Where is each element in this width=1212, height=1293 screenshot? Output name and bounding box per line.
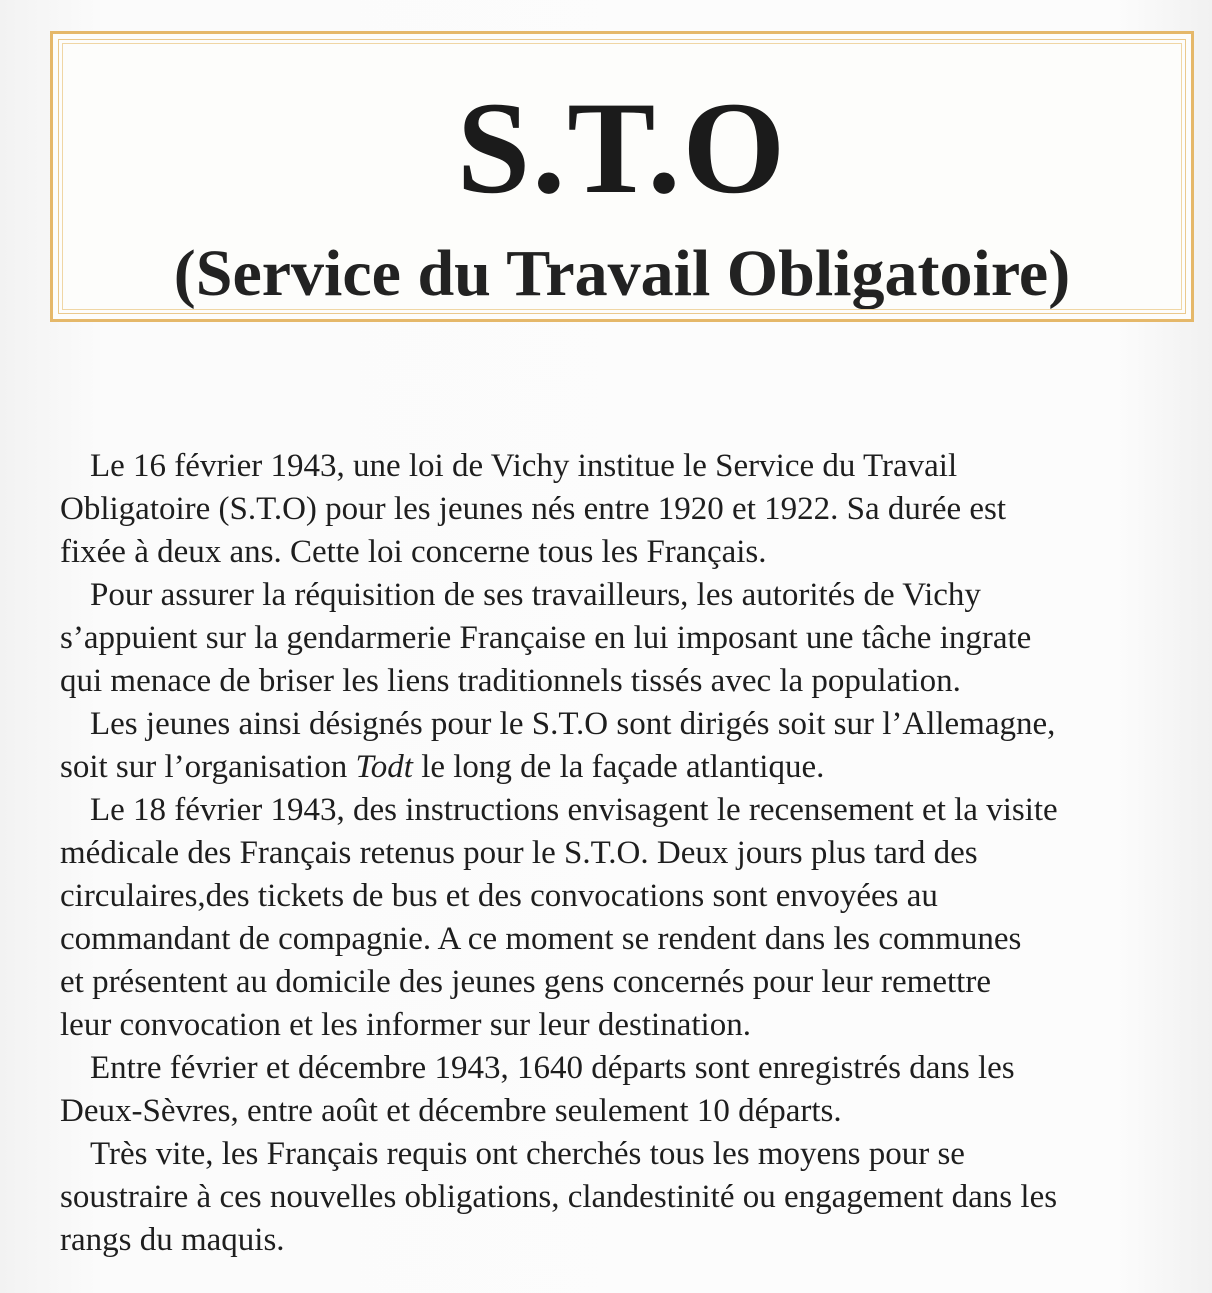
title-frame: [50, 31, 1194, 322]
paragraph-evasion: Très vite, les Français requis ont cherchés tous les moyens pour se soustraire à ces nouvelles obligations, clandestinité ou engagement dans les rangs du maquis.: [60, 1136, 1058, 1258]
paragraph-destinations-end: le long de la façade atlantique.: [412, 749, 825, 785]
page-title: S.T.O: [456, 74, 788, 221]
paragraph-destinations: [60, 703, 1180, 789]
paragraph-destinations-start: Les jeunes ainsi désignés pour le S.T.O sont dirigés soit sur l’Allemagne, soit sur l’organisation: [60, 706, 1056, 785]
paragraph-requisition: Pour assurer la réquisition de ses travailleurs, les autorités de Vichy s’appuient sur la gendarmerie Française en lui imposant une tâche ingrate qui menace de briser les liens traditionnels tissés avec la population.: [60, 577, 1032, 699]
article-body: [60, 445, 1180, 1262]
page-subtitle: (Service du Travail Obligatoire): [173, 237, 1071, 310]
todt-emphasis: Todt: [355, 749, 413, 785]
paragraph-departures: Entre février et décembre 1943, 1640 départs sont enregistrés dans les Deux-Sèvres, entre août et décembre seulement 10 départs.: [60, 1050, 1015, 1129]
paragraph-instructions: Le 18 février 1943, des instructions envisagent le recensement et la visite médicale des Français retenus pour le S.T.O. Deux jours plus tard des circulaires,des tickets de bus et des convocations sont envoyées au commandant de compagnie. A ce moment se rendent dans les communes et présentent au domicile des jeunes gens concernés pour leur remettre leur convocation et les informer sur leur destination.: [60, 792, 1058, 1043]
paragraph-law: Le 16 février 1943, une loi de Vichy institue le Service du Travail Obligatoire (S.T.O) pour les jeunes nés entre 1920 et 1922. Sa durée est fixée à deux ans. Cette loi concerne tous les Français.: [60, 448, 1007, 570]
